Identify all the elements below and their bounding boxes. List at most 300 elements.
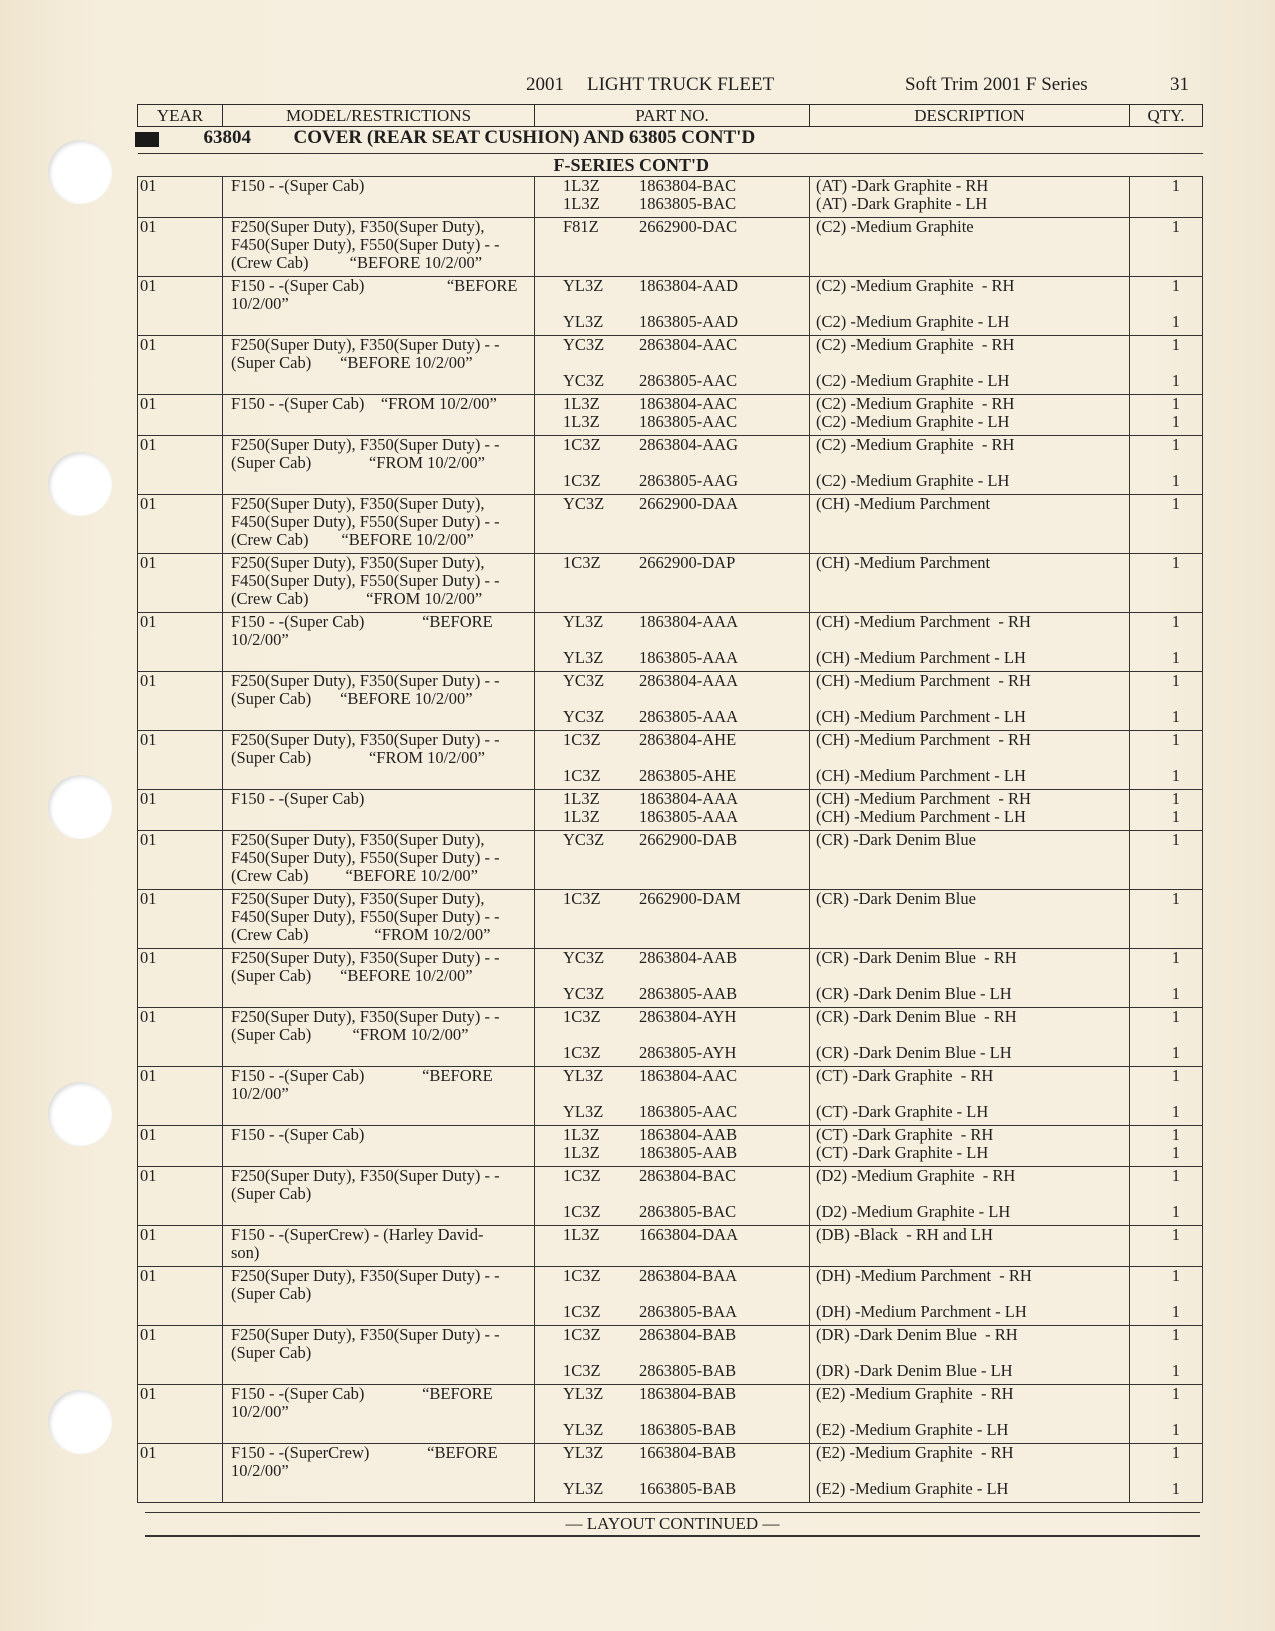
qty-value <box>1130 1244 1180 1262</box>
part-cell <box>535 277 810 336</box>
model-cell <box>223 831 535 890</box>
table-row <box>138 277 1203 336</box>
part-number: 2863804-AAA <box>639 671 738 690</box>
description-line <box>816 749 1129 767</box>
part-cell <box>535 831 810 890</box>
description-line: (CH) -Medium Parchment - LH <box>816 707 1026 726</box>
model-cell <box>223 1126 535 1167</box>
year-value: 01 <box>140 217 157 236</box>
qty-value: 1 <box>1171 1102 1180 1121</box>
model-line: F450(Super Duty), F550(Super Duty) - - <box>231 512 500 531</box>
part-number: 1863804-BAC <box>639 176 737 195</box>
year-cell <box>138 831 223 890</box>
part-line <box>563 1462 809 1480</box>
part-line <box>563 690 809 708</box>
model-line: 10/2/00” <box>231 1402 289 1421</box>
model-cell <box>223 336 535 395</box>
header-section: Soft Trim 2001 F Series <box>905 74 1088 95</box>
part-line <box>563 1144 809 1162</box>
part-line <box>563 454 809 472</box>
part-line <box>563 313 809 331</box>
description-line: (D2) -Medium Graphite - RH <box>816 1166 1016 1185</box>
model-cell <box>223 1067 535 1126</box>
part-line <box>563 985 809 1003</box>
part-number: 1663805-BAB <box>639 1479 737 1498</box>
part-number: 2662900-DAM <box>639 889 741 908</box>
qty-cell <box>1130 336 1203 395</box>
part-prefix: YL3Z <box>563 612 604 631</box>
part-line <box>563 649 809 667</box>
description-line: (C2) -Medium Graphite - RH <box>816 276 1015 295</box>
part-number: 2863805-AAG <box>639 471 738 490</box>
part-prefix: 1C3Z <box>563 1361 601 1380</box>
part-number: 2662900-DAP <box>639 553 736 572</box>
description-cell <box>810 177 1130 218</box>
description-cell <box>810 1226 1130 1267</box>
qty-value: 1 <box>1171 276 1180 295</box>
qty-value: 1 <box>1171 494 1180 513</box>
description-line: (CH) -Medium Parchment <box>816 494 991 513</box>
model-line: (Crew Cab) “BEFORE 10/2/00” <box>231 530 474 549</box>
col-header-description: DESCRIPTION <box>810 105 1130 127</box>
part-cell <box>535 613 810 672</box>
part-prefix: 1C3Z <box>563 1302 601 1321</box>
description-line: (CH) -Medium Parchment - LH <box>816 807 1026 826</box>
part-line <box>563 472 809 490</box>
group-number: 63804 <box>203 127 251 148</box>
description-cell <box>810 436 1130 495</box>
model-line: (Super Cab) <box>231 1184 312 1203</box>
qty-cell <box>1130 1444 1203 1503</box>
model-cell <box>223 1226 535 1267</box>
qty-value <box>1130 454 1180 472</box>
col-header-year: YEAR <box>138 105 223 127</box>
qty-value: 1 <box>1171 1384 1180 1403</box>
subheading: F-SERIES CONT'D <box>553 155 710 175</box>
part-cell <box>535 1385 810 1444</box>
model-line: (Crew Cab) “BEFORE 10/2/00” <box>231 253 483 272</box>
qty-cell <box>1130 1226 1203 1267</box>
part-line <box>563 1226 809 1244</box>
year-cell <box>138 554 223 613</box>
description-line: (CT) -Dark Graphite - RH <box>816 1125 994 1144</box>
model-line: F150 - -(Super Cab) “BEFORE <box>231 1066 493 1085</box>
qty-value: 1 <box>1171 312 1180 331</box>
part-prefix: YC3Z <box>563 707 605 726</box>
part-line <box>563 372 809 390</box>
part-cell <box>535 1008 810 1067</box>
description-cell <box>810 1385 1130 1444</box>
qty-cell <box>1130 613 1203 672</box>
part-line <box>563 1344 809 1362</box>
table-row <box>138 790 1203 831</box>
model-line: F250(Super Duty), F350(Super Duty) - - <box>231 335 500 354</box>
description-line <box>816 631 1129 649</box>
description-line: (CR) -Dark Denim Blue - LH <box>816 1043 1012 1062</box>
qty-cell <box>1130 1067 1203 1126</box>
part-line <box>563 890 809 908</box>
year-value: 01 <box>140 1066 157 1085</box>
header-title: LIGHT TRUCK FLEET <box>587 74 775 95</box>
year-cell <box>138 177 223 218</box>
model-cell <box>223 1444 535 1503</box>
part-number: 2863804-AHE <box>639 730 737 749</box>
table-row <box>138 1067 1203 1126</box>
description-cell <box>810 1326 1130 1385</box>
model-line: (Super Cab) <box>231 1284 312 1303</box>
model-line: F450(Super Duty), F550(Super Duty) - - <box>231 848 500 867</box>
part-prefix: 1L3Z <box>563 789 600 808</box>
col-header-part: PART NO. <box>535 105 810 127</box>
year-value: 01 <box>140 948 157 967</box>
part-prefix: 1C3Z <box>563 435 601 454</box>
qty-cell <box>1130 672 1203 731</box>
subheading-row <box>138 154 1203 177</box>
part-line <box>563 849 809 867</box>
model-line: F250(Super Duty), F350(Super Duty) - - <box>231 1007 500 1026</box>
part-prefix: YC3Z <box>563 984 605 1003</box>
col-header-qty: QTY. <box>1130 105 1203 127</box>
qty-cell <box>1130 1267 1203 1326</box>
description-line <box>816 849 1129 867</box>
qty-value: 1 <box>1171 1325 1180 1344</box>
description-line: (D2) -Medium Graphite - LH <box>816 1202 1011 1221</box>
part-cell <box>535 1267 810 1326</box>
qty-value: 1 <box>1171 1166 1180 1185</box>
part-line <box>563 195 809 213</box>
qty-value <box>1130 590 1180 608</box>
part-number: 1863804-BAB <box>639 1384 737 1403</box>
description-cell <box>810 949 1130 1008</box>
part-line <box>563 1103 809 1121</box>
model-cell <box>223 731 535 790</box>
qty-value <box>1130 749 1180 767</box>
table-row <box>138 436 1203 495</box>
table-row <box>138 1385 1203 1444</box>
qty-cell <box>1130 495 1203 554</box>
description-line <box>816 1285 1129 1303</box>
part-prefix: 1L3Z <box>563 1225 600 1244</box>
part-line <box>563 1008 809 1026</box>
description-cell <box>810 890 1130 949</box>
description-cell <box>810 731 1130 790</box>
description-line: (DR) -Dark Denim Blue - LH <box>816 1361 1013 1380</box>
model-line: (Super Cab) “BEFORE 10/2/00” <box>231 966 473 985</box>
model-line: F250(Super Duty), F350(Super Duty), <box>231 494 485 513</box>
part-prefix: YL3Z <box>563 1384 604 1403</box>
description-cell <box>810 336 1130 395</box>
part-line <box>563 631 809 649</box>
part-number: 1863804-AAA <box>639 789 738 808</box>
part-line <box>563 1303 809 1321</box>
part-number: 1863805-AAD <box>639 312 738 331</box>
year-value: 01 <box>140 1225 157 1244</box>
qty-value: 1 <box>1171 1443 1180 1462</box>
qty-value: 1 <box>1171 435 1180 454</box>
part-line <box>563 672 809 690</box>
year-cell <box>138 672 223 731</box>
part-prefix: YC3Z <box>563 494 605 513</box>
description-line: (C2) -Medium Graphite - RH <box>816 394 1015 413</box>
year-value: 01 <box>140 1007 157 1026</box>
part-cell <box>535 790 810 831</box>
qty-cell <box>1130 395 1203 436</box>
group-heading-row <box>138 127 1203 155</box>
model-line: 10/2/00” <box>231 1461 289 1480</box>
part-prefix: 1L3Z <box>563 1125 600 1144</box>
description-line: (CR) -Dark Denim Blue - RH <box>816 1007 1017 1026</box>
part-prefix: YC3Z <box>563 671 605 690</box>
part-number: 2863805-BAB <box>639 1361 737 1380</box>
model-cell <box>223 790 535 831</box>
year-value: 01 <box>140 335 157 354</box>
model-cell <box>223 277 535 336</box>
description-line <box>816 590 1129 608</box>
qty-value: 1 <box>1171 394 1180 413</box>
description-line: (C2) -Medium Graphite - LH <box>816 412 1010 431</box>
part-prefix: YC3Z <box>563 371 605 390</box>
part-line <box>563 295 809 313</box>
description-cell <box>810 1067 1130 1126</box>
part-line <box>563 1421 809 1439</box>
part-line <box>563 708 809 726</box>
qty-value: 1 <box>1171 412 1180 431</box>
model-cell <box>223 395 535 436</box>
qty-value <box>1130 531 1180 549</box>
qty-value: 1 <box>1171 1225 1180 1244</box>
part-prefix: 1C3Z <box>563 889 601 908</box>
qty-cell <box>1130 949 1203 1008</box>
model-line: (Super Cab) “FROM 10/2/00” <box>231 748 485 767</box>
year-value: 01 <box>140 176 157 195</box>
year-value: 01 <box>140 435 157 454</box>
part-prefix: YL3Z <box>563 276 604 295</box>
qty-cell <box>1130 177 1203 218</box>
part-number: 1663804-DAA <box>639 1225 738 1244</box>
year-cell <box>138 1226 223 1267</box>
year-value: 01 <box>140 394 157 413</box>
model-line: F250(Super Duty), F350(Super Duty), <box>231 553 485 572</box>
qty-cell <box>1130 436 1203 495</box>
description-line: (AT) -Dark Graphite - RH <box>816 176 989 195</box>
description-cell <box>810 1008 1130 1067</box>
part-cell <box>535 218 810 277</box>
description-line <box>816 1185 1129 1203</box>
description-line: (CR) -Dark Denim Blue <box>816 889 976 908</box>
description-line: (CT) -Dark Graphite - LH <box>816 1102 989 1121</box>
part-prefix: 1C3Z <box>563 766 601 785</box>
part-cell <box>535 1226 810 1267</box>
model-line: (Super Cab) “FROM 10/2/00” <box>231 1025 469 1044</box>
qty-value <box>1130 572 1180 590</box>
qty-value <box>1130 354 1180 372</box>
part-number: 1863804-AAD <box>639 276 738 295</box>
part-cell <box>535 395 810 436</box>
part-cell <box>535 1326 810 1385</box>
model-line: F250(Super Duty), F350(Super Duty) - - <box>231 1166 500 1185</box>
qty-value: 1 <box>1171 1266 1180 1285</box>
layout-continued-footer: — LAYOUT CONTINUED — <box>145 1512 1200 1537</box>
year-cell <box>138 949 223 1008</box>
year-cell <box>138 1326 223 1385</box>
qty-cell <box>1130 554 1203 613</box>
part-line <box>563 1244 809 1262</box>
qty-value: 1 <box>1171 830 1180 849</box>
qty-value: 1 <box>1171 1066 1180 1085</box>
description-cell <box>810 1167 1130 1226</box>
part-line <box>563 1326 809 1344</box>
qty-value <box>1130 1344 1180 1362</box>
part-number: 2863804-AAC <box>639 335 738 354</box>
part-cell <box>535 1167 810 1226</box>
part-prefix: 1L3Z <box>563 194 600 213</box>
description-line <box>816 295 1129 313</box>
description-line: (CR) -Dark Denim Blue - LH <box>816 984 1012 1003</box>
column-header-row <box>138 105 1203 127</box>
qty-cell <box>1130 1008 1203 1067</box>
model-line: F150 - -(Super Cab) <box>231 789 365 808</box>
part-number: 2863804-AAG <box>639 435 738 454</box>
qty-value: 1 <box>1171 217 1180 236</box>
part-line <box>563 1044 809 1062</box>
part-number: 1863805-BAC <box>639 194 737 213</box>
part-line <box>563 1185 809 1203</box>
year-cell <box>138 1444 223 1503</box>
part-cell <box>535 177 810 218</box>
part-number: 2863805-AAA <box>639 707 738 726</box>
model-cell <box>223 613 535 672</box>
year-value: 01 <box>140 889 157 908</box>
part-line <box>563 831 809 849</box>
part-line <box>563 749 809 767</box>
binder-hole <box>48 1390 112 1454</box>
description-cell <box>810 1126 1130 1167</box>
part-line <box>563 1267 809 1285</box>
model-cell <box>223 1008 535 1067</box>
part-line <box>563 790 809 808</box>
description-line: (CR) -Dark Denim Blue <box>816 830 976 849</box>
qty-value <box>1130 690 1180 708</box>
model-line: F150 - -(Super Cab) “BEFORE <box>231 612 493 631</box>
model-line: F250(Super Duty), F350(Super Duty), <box>231 889 485 908</box>
part-line <box>563 949 809 967</box>
year-cell <box>138 1008 223 1067</box>
description-line: (DH) -Medium Parchment - RH <box>816 1266 1032 1285</box>
part-line <box>563 277 809 295</box>
year-value: 01 <box>140 612 157 631</box>
part-prefix: YC3Z <box>563 335 605 354</box>
description-line <box>816 1403 1129 1421</box>
year-cell <box>138 495 223 554</box>
part-line <box>563 967 809 985</box>
part-number: 1863805-AAC <box>639 1102 738 1121</box>
part-prefix: F81Z <box>563 217 599 236</box>
part-line <box>563 808 809 826</box>
description-cell <box>810 554 1130 613</box>
qty-value: 1 <box>1171 789 1180 808</box>
qty-value <box>1130 1185 1180 1203</box>
part-line <box>563 236 809 254</box>
part-number: 2662900-DAA <box>639 494 738 513</box>
part-prefix: YL3Z <box>563 312 604 331</box>
part-line <box>563 1403 809 1421</box>
description-line <box>816 908 1129 926</box>
part-line <box>563 572 809 590</box>
header-year: 2001 <box>526 74 564 95</box>
description-line: (AT) -Dark Graphite - LH <box>816 194 988 213</box>
qty-value <box>1130 967 1180 985</box>
table-row <box>138 177 1203 218</box>
description-line <box>816 1344 1129 1362</box>
part-prefix: 1C3Z <box>563 1202 601 1221</box>
qty-cell <box>1130 277 1203 336</box>
model-cell <box>223 218 535 277</box>
model-cell <box>223 672 535 731</box>
model-line: F150 - -(Super Cab) <box>231 176 365 195</box>
part-prefix: YL3Z <box>563 1066 604 1085</box>
part-line <box>563 1067 809 1085</box>
part-line <box>563 1444 809 1462</box>
table-row <box>138 336 1203 395</box>
description-cell <box>810 1444 1130 1503</box>
part-prefix: YC3Z <box>563 948 605 967</box>
year-value: 01 <box>140 276 157 295</box>
description-line: (C2) -Medium Graphite - LH <box>816 371 1010 390</box>
part-prefix: 1L3Z <box>563 1143 600 1162</box>
model-cell <box>223 1167 535 1226</box>
description-line: (E2) -Medium Graphite - RH <box>816 1443 1014 1462</box>
part-line <box>563 177 809 195</box>
qty-value: 1 <box>1171 948 1180 967</box>
description-cell <box>810 613 1130 672</box>
part-number: 2863805-AAB <box>639 984 738 1003</box>
model-line: F250(Super Duty), F350(Super Duty) - - <box>231 1325 500 1344</box>
model-line: 10/2/00” <box>231 1084 289 1103</box>
description-line: (DB) -Black - RH and LH <box>816 1225 993 1244</box>
part-prefix: 1C3Z <box>563 1325 601 1344</box>
model-line: (Crew Cab) “FROM 10/2/00” <box>231 589 483 608</box>
model-line: (Super Cab) <box>231 1343 312 1362</box>
description-cell <box>810 277 1130 336</box>
part-line <box>563 908 809 926</box>
qty-value: 1 <box>1171 553 1180 572</box>
table-row <box>138 1126 1203 1167</box>
table-row <box>138 554 1203 613</box>
part-cell <box>535 1067 810 1126</box>
part-number: 2863804-AYH <box>639 1007 737 1026</box>
description-cell <box>810 495 1130 554</box>
page-header <box>0 74 1275 100</box>
qty-value <box>1130 513 1180 531</box>
qty-value: 1 <box>1171 984 1180 1003</box>
year-cell <box>138 790 223 831</box>
part-line <box>563 1203 809 1221</box>
year-value: 01 <box>140 730 157 749</box>
description-line: (C2) -Medium Graphite - LH <box>816 312 1010 331</box>
part-cell <box>535 336 810 395</box>
model-line: 10/2/00” <box>231 294 289 313</box>
qty-value: 1 <box>1171 807 1180 826</box>
part-number: 2863805-BAC <box>639 1202 737 1221</box>
part-prefix: 1L3Z <box>563 807 600 826</box>
model-cell <box>223 554 535 613</box>
model-line: F250(Super Duty), F350(Super Duty) - - <box>231 1266 500 1285</box>
description-line: (E2) -Medium Graphite - LH <box>816 1479 1009 1498</box>
part-line <box>563 531 809 549</box>
qty-value <box>1130 1403 1180 1421</box>
qty-value: 1 <box>1171 1479 1180 1498</box>
part-prefix: YL3Z <box>563 648 604 667</box>
